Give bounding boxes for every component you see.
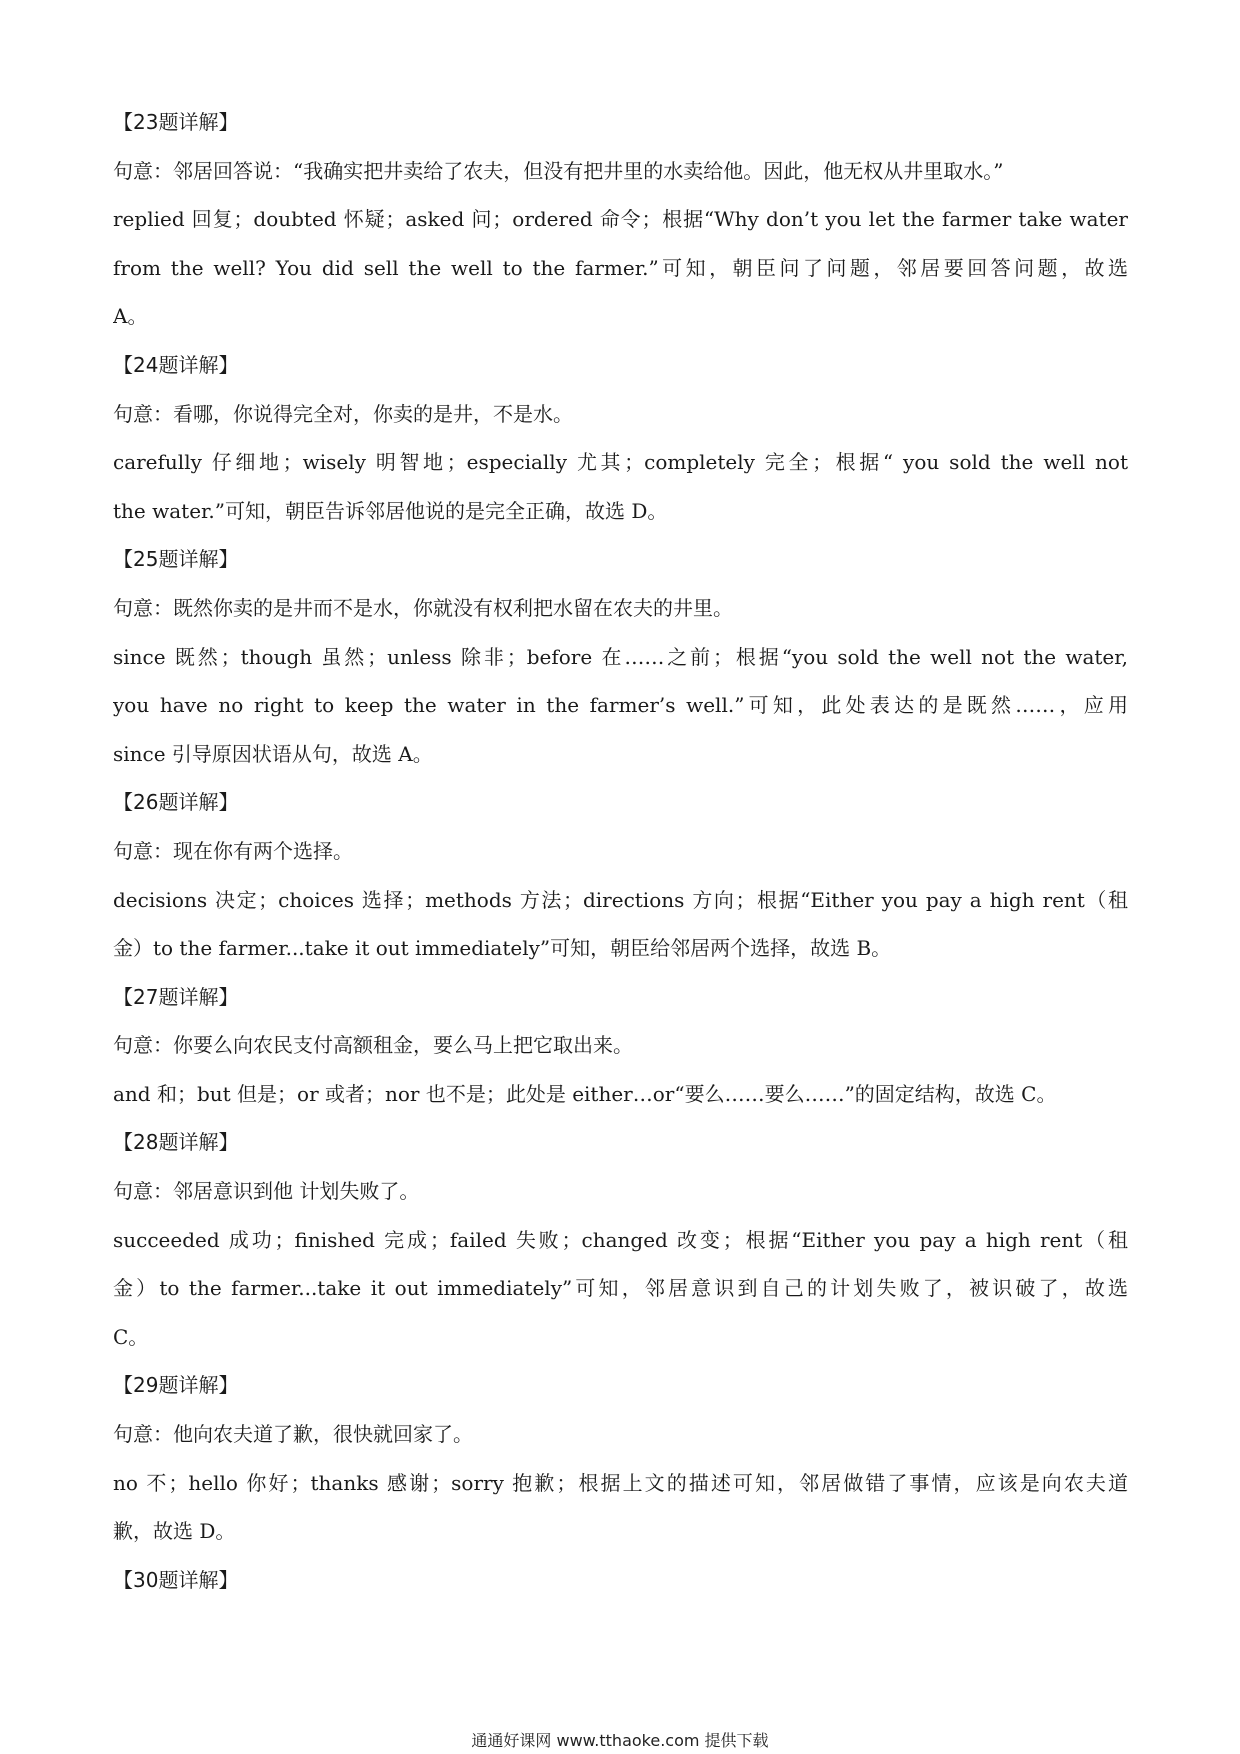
- text-line: from the well? You did sell the well to the farmer.”可知，朝臣问了问题，邻居要回答问题，故选: [113, 255, 1128, 280]
- section-heading: 【24题详解】: [113, 352, 239, 377]
- section-28: [113, 1118, 1128, 1361]
- text-line: C。: [113, 1324, 149, 1349]
- text-line: 句意：他向农夫道了歉，很快就回家了。: [113, 1422, 473, 1447]
- section-heading: 【30题详解】: [113, 1567, 239, 1592]
- text-line: 歉，故选 D。: [113, 1519, 236, 1544]
- section-heading: 【26题详解】: [113, 790, 239, 815]
- text-line: since 既然；though 虽然；unless 除非；before 在……之前；根据“you sold the well not the water,: [113, 644, 1128, 669]
- section-heading: 【25题详解】: [113, 547, 239, 572]
- text-line: 句意：邻居意识到他 计划失败了。: [113, 1179, 420, 1204]
- text-line: decisions 决定；choices 选择；methods 方法；directions 方向；根据“Either you pay a high rent（租: [113, 887, 1128, 912]
- text-line: replied 回复；doubted 怀疑；asked 问；ordered 命令；根据“Why don’t you let the farmer take water: [113, 207, 1128, 232]
- page-footer: 通通好课网 www.tthaoke.com 提供下载: [471, 1731, 769, 1750]
- text-line: carefully 仔细地；wisely 明智地；especially 尤其；completely 完全；根据“ you sold the well not: [113, 450, 1128, 475]
- section-24: [113, 341, 1128, 535]
- text-line: 句意：看哪，你说得完全对，你卖的是井，不是水。: [113, 401, 573, 426]
- section-heading: 【28题详解】: [113, 1130, 239, 1155]
- text-line: 句意：邻居回答说：“我确实把井卖给了农夫，但没有把井里的水卖给他。因此，他无权从井里取水。”: [113, 158, 1004, 183]
- text-line: 句意：你要么向农民支付高额租金，要么马上把它取出来。: [113, 1033, 633, 1058]
- section-23: [113, 98, 1128, 341]
- text-line: since 引导原因状语从句，故选 A。: [113, 741, 433, 766]
- section-25: [113, 535, 1128, 778]
- text-line: no 不；hello 你好；thanks 感谢；sorry 抱歉；根据上文的描述可知，邻居做错了事情，应该是向农夫道: [113, 1470, 1128, 1495]
- text-line: succeeded 成功；finished 完成；failed 失败；changed 改变；根据“Either you pay a high rent（租: [113, 1227, 1128, 1252]
- text-line: 句意：现在你有两个选择。: [113, 838, 353, 863]
- text-line: 金）to the farmer...take it out immediately”可知，朝臣给邻居两个选择，故选 B。: [113, 936, 892, 961]
- text-line: 金）to the farmer...take it out immediately”可知，邻居意识到自己的计划失败了，被识破了，故选: [113, 1276, 1128, 1301]
- section-heading: 【29题详解】: [113, 1373, 239, 1398]
- section-heading: 【27题详解】: [113, 984, 239, 1009]
- section-27: [113, 973, 1128, 1119]
- text-line: the water.”可知，朝臣告诉邻居他说的是完全正确，故选 D。: [113, 498, 668, 523]
- document-body: [113, 98, 1128, 1604]
- section-26: [113, 778, 1128, 972]
- section-heading: 【23题详解】: [113, 110, 239, 134]
- section-29: [113, 1361, 1128, 1555]
- section-30: [113, 1556, 1128, 1605]
- text-line: and 和；but 但是；or 或者；nor 也不是；此处是 either…or“要么……要么……”的固定结构，故选 C。: [113, 1081, 1057, 1106]
- text-line: you have no right to keep the water in the farmer’s well.”可知，此处表达的是既然……，应用: [113, 693, 1128, 718]
- text-line: A。: [113, 304, 148, 329]
- text-line: 句意：既然你卖的是井而不是水，你就没有权利把水留在农夫的井里。: [113, 595, 733, 620]
